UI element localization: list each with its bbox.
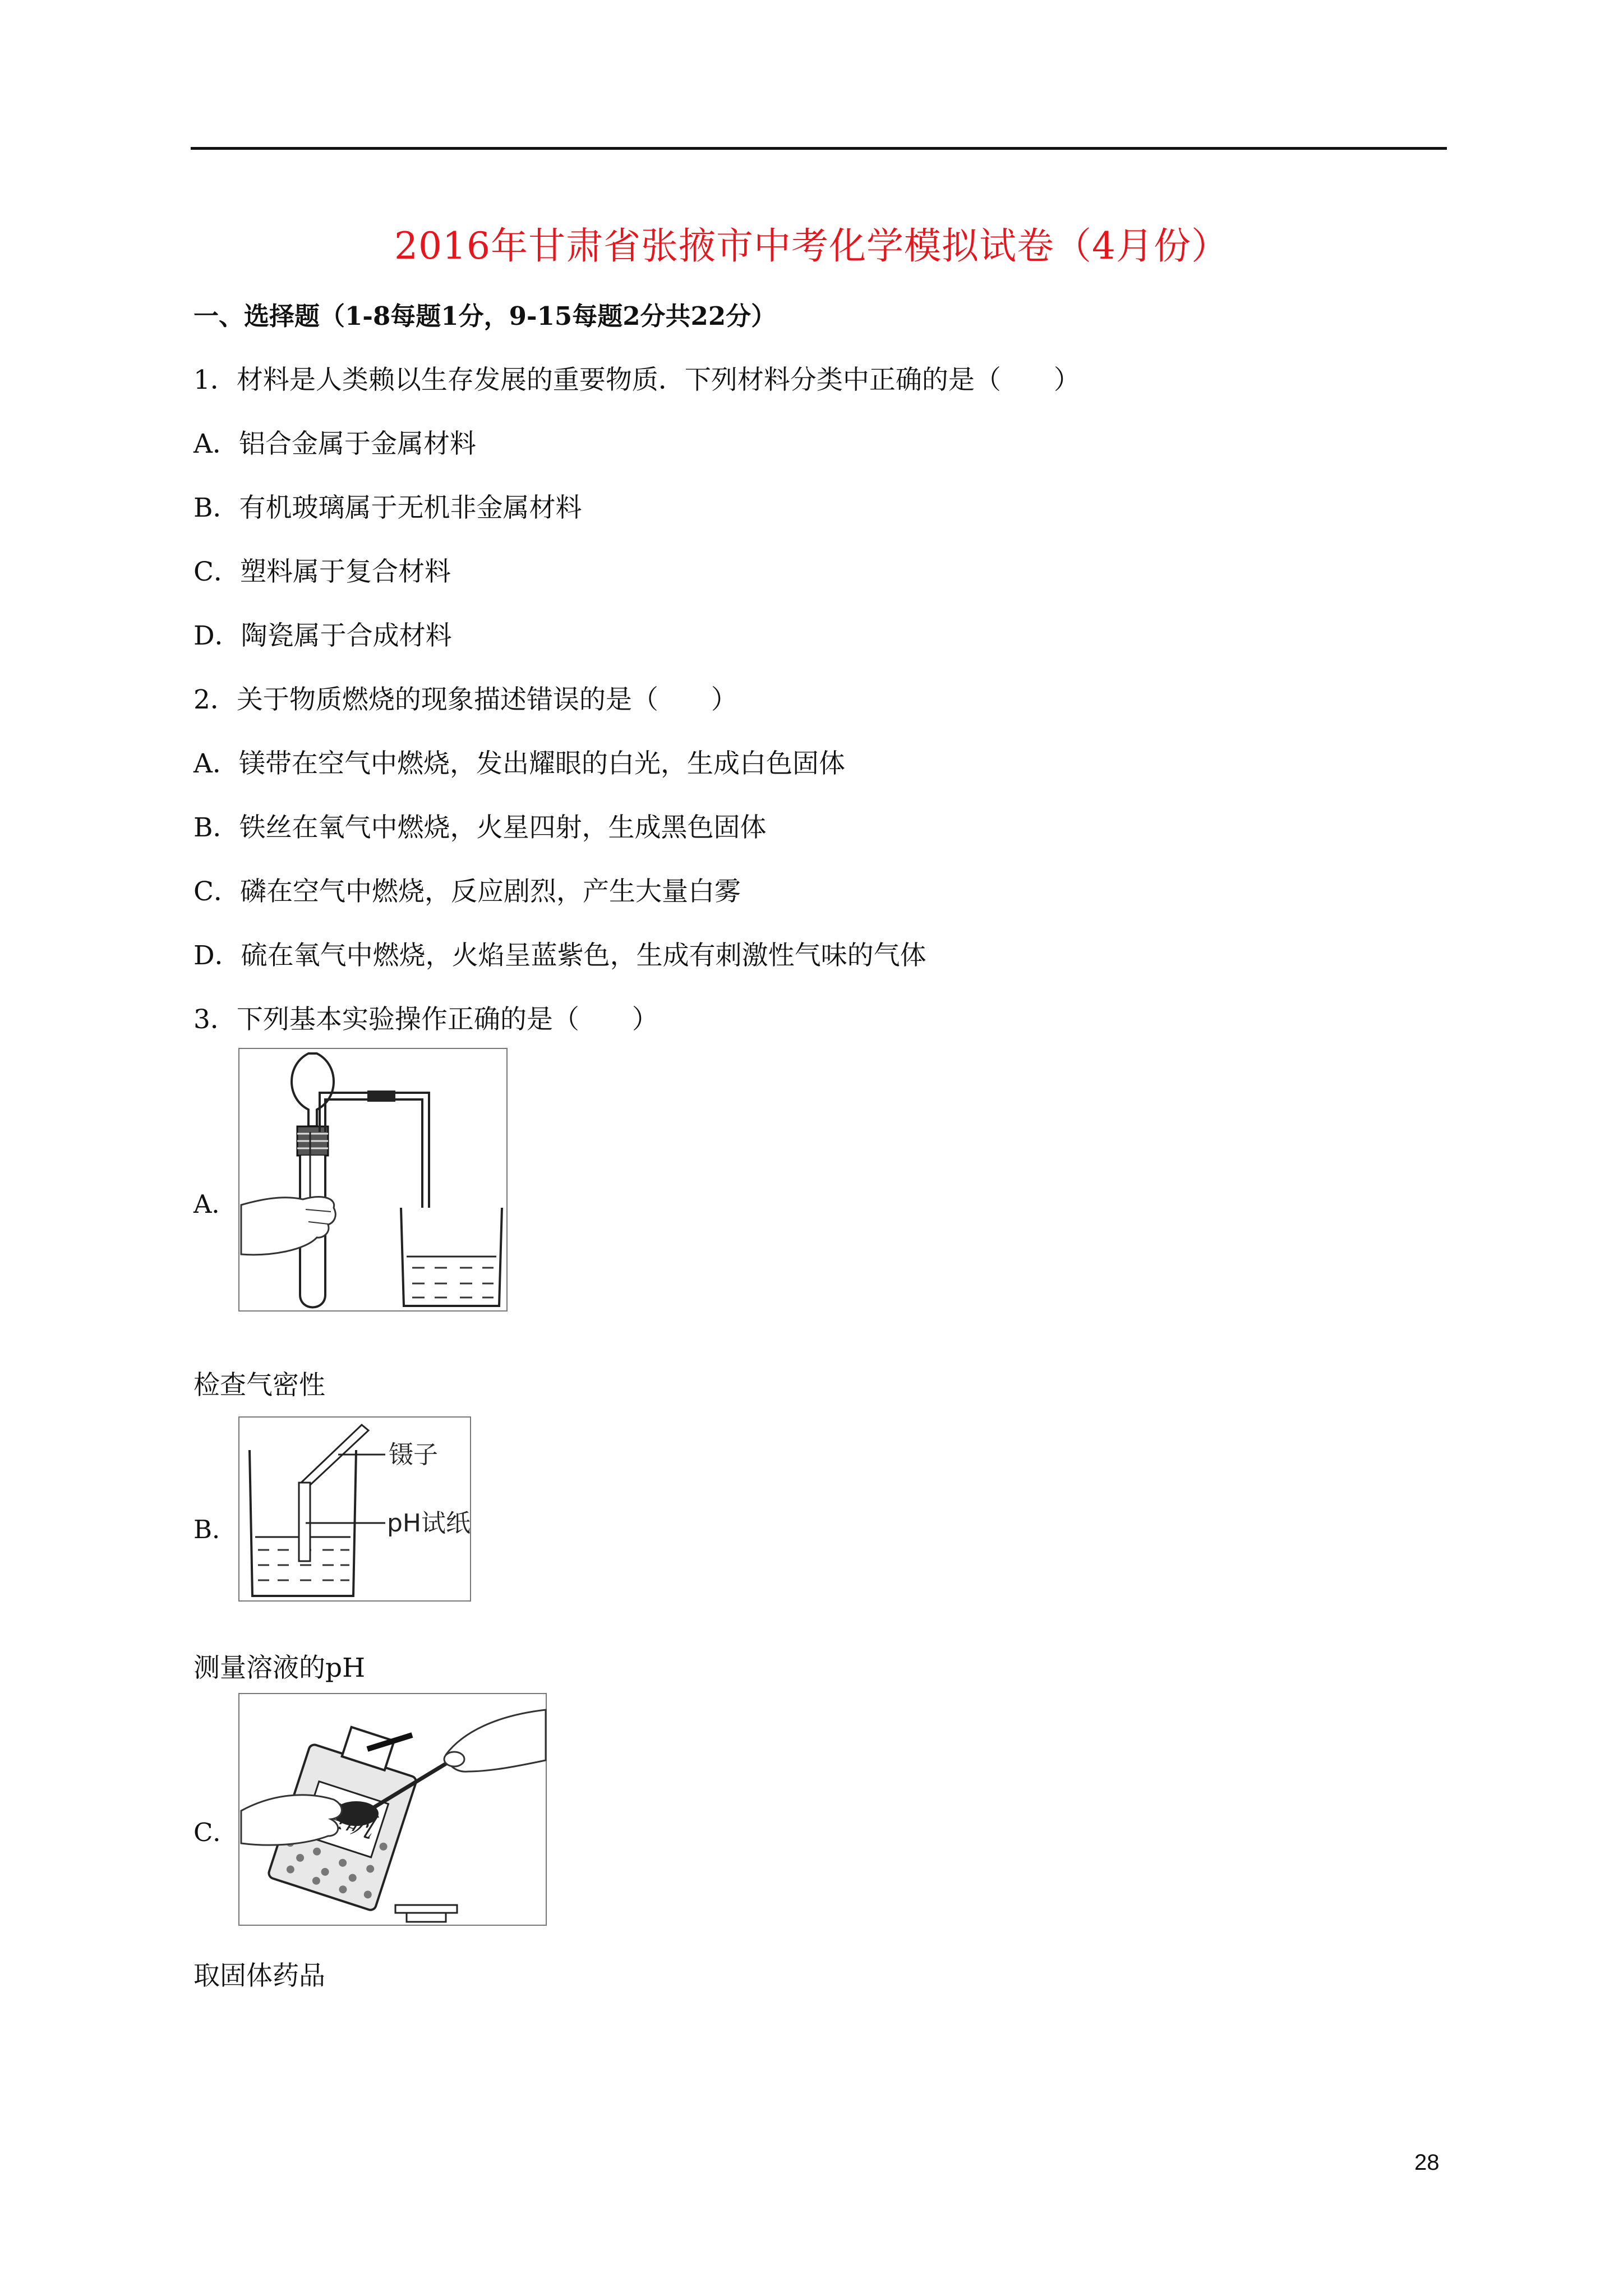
- figure-ph-measurement: [238, 1416, 471, 1602]
- question-1-option-d: D．陶瓷属于合成材料: [193, 620, 452, 651]
- question-3-option-a-caption: 检查气密性: [193, 1370, 325, 1401]
- question-1-option-c: C．塑料属于复合材料: [193, 556, 451, 587]
- question-1-stem: 1．材料是人类赖以生存发展的重要物质．下列材料分类中正确的是（ ）: [193, 365, 1080, 395]
- figure-airtightness-check: [238, 1048, 508, 1312]
- question-3-option-c-label: C．: [193, 1818, 238, 1847]
- question-2-option-b: B．铁丝在氧气中燃烧，火星四射，生成黑色固体: [193, 812, 767, 843]
- question-3-option-b-caption: 测量溶液的pH: [193, 1653, 366, 1683]
- question-1-option-a: A．铝合金属于金属材料: [193, 429, 476, 459]
- figure-take-solid-reagent: [238, 1693, 547, 1926]
- question-3-option-c-caption: 取固体药品: [193, 1961, 325, 1991]
- question-2-option-a: A．镁带在空气中燃烧，发出耀眼的白光，生成白色固体: [193, 748, 845, 779]
- question-3-stem: 3．下列基本实验操作正确的是（ ）: [193, 1004, 658, 1035]
- question-2-option-c: C．磷在空气中燃烧，反应剧烈，产生大量白雾: [193, 876, 741, 907]
- section-heading: 一、选择题（1-8每题1分，9-15每题2分共22分）: [193, 301, 777, 331]
- page-title: 2016年甘肃省张掖市中考化学模拟试卷（4月份）: [394, 224, 1229, 268]
- tweezers-label: 镊子: [389, 1441, 438, 1469]
- header-rule: [191, 147, 1447, 150]
- ph-paper-label: pH试纸: [387, 1509, 471, 1538]
- question-2-stem: 2．关于物质燃烧的现象描述错误的是（ ）: [193, 684, 737, 715]
- question-3-option-a-label: A．: [193, 1189, 237, 1219]
- question-2-option-d: D．硫在氧气中燃烧，火焰呈蓝紫色，生成有刺激性气味的气体: [193, 940, 926, 971]
- question-1-option-b: B．有机玻璃属于无机非金属材料: [193, 493, 582, 523]
- page-number: 28: [1414, 2150, 1440, 2175]
- question-3-option-b-label: B．: [193, 1515, 238, 1544]
